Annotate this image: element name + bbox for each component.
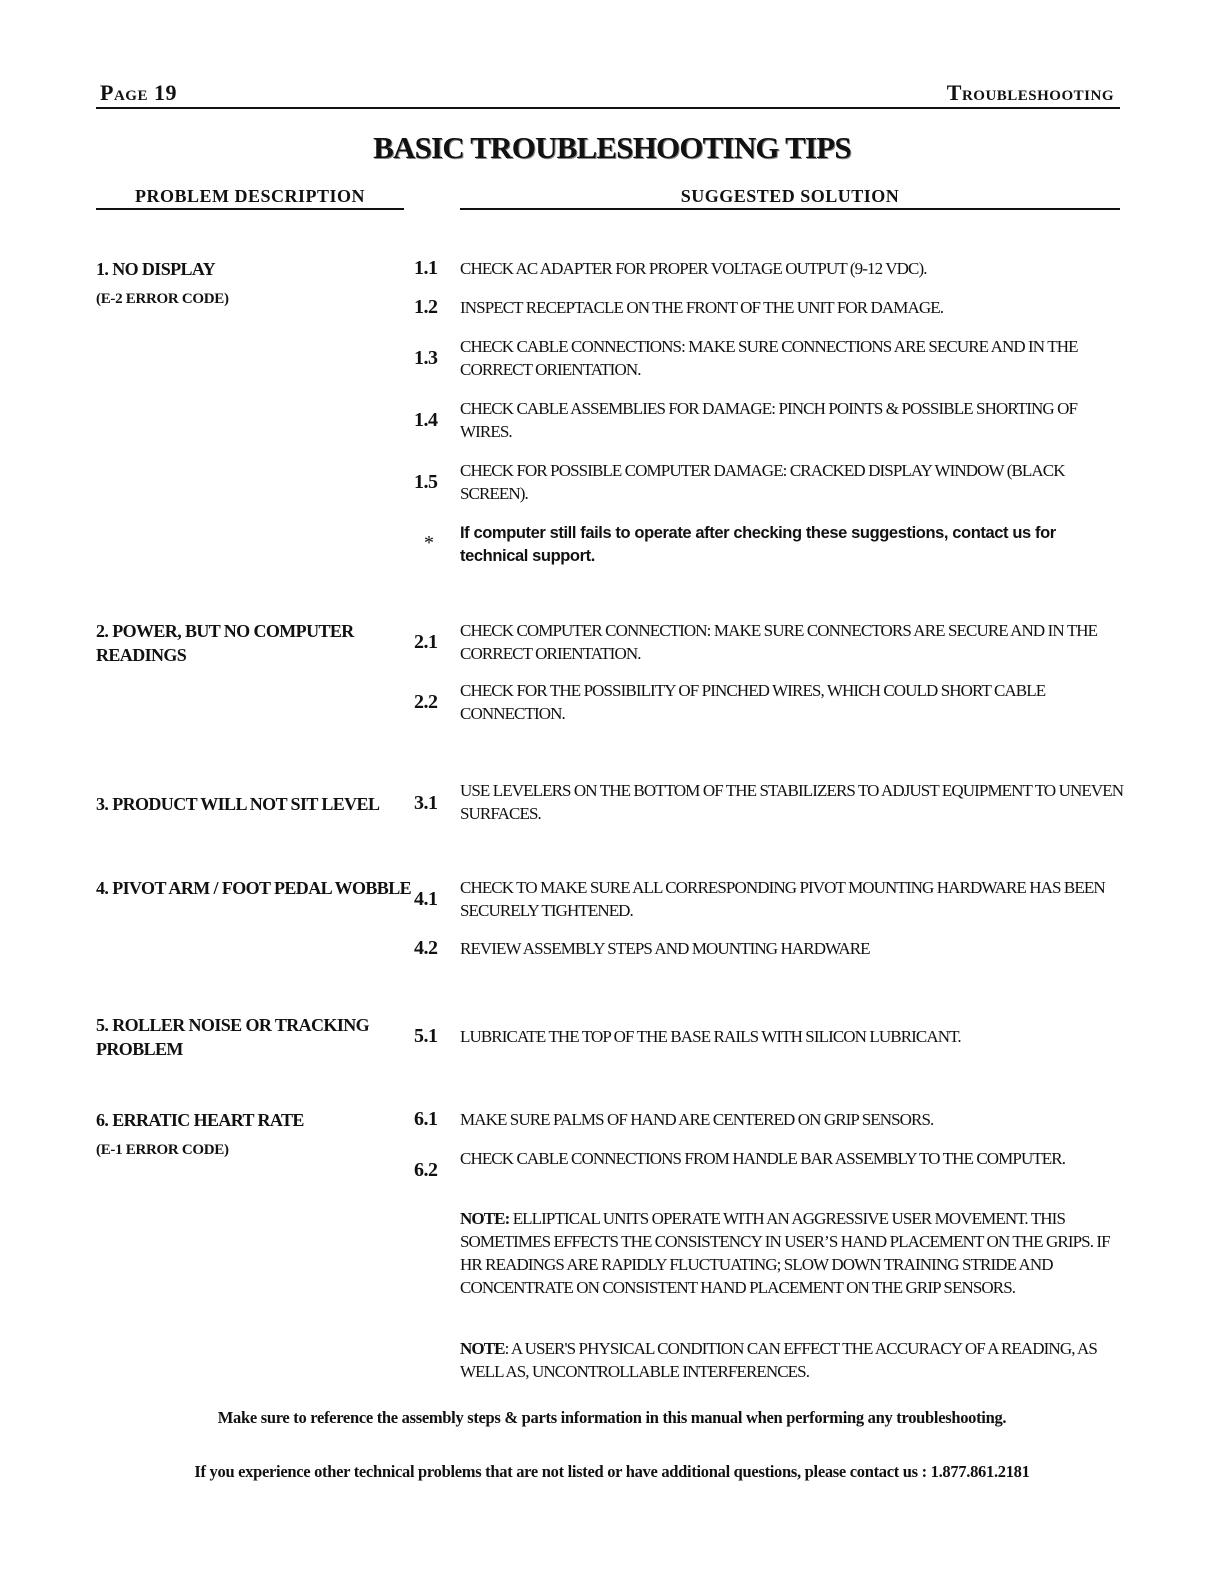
solution-number: 1.3 (414, 347, 438, 369)
page-number: Page 19 (100, 80, 177, 105)
solution-number: 6.1 (414, 1108, 438, 1130)
solution-text: CHECK CABLE ASSEMBLIES FOR DAMAGE: PINCH POINTS & POSSIBLE SHORTING OF WIRES. (460, 399, 1078, 441)
solution-number: 6.2 (414, 1159, 438, 1181)
error-code: (E-2 ERROR CODE) (96, 291, 229, 307)
solution-text: REVIEW ASSEMBLY STEPS AND MOUNTING HARDWARE (460, 939, 870, 958)
header-divider (96, 107, 1120, 109)
solution-text: INSPECT RECEPTACLE ON THE FRONT OF THE UNIT FOR DAMAGE. (460, 298, 944, 317)
solution-text: CHECK FOR THE POSSIBILITY OF PINCHED WIRES, WHICH COULD SHORT CABLE CONNECTION. (460, 681, 1046, 723)
solution-text: LUBRICATE THE TOP OF THE BASE RAILS WITH SILICON LUBRICANT. (460, 1027, 961, 1046)
solution-column-rule (460, 208, 1120, 210)
hand-placement-note (460, 1207, 1124, 1299)
problem-column-rule (96, 208, 404, 210)
solution-text: CHECK AC ADAPTER FOR PROPER VOLTAGE OUTPUT (9-12 VDC). (460, 259, 927, 278)
contact-note: If you experience other technical problems that are not listed or have additional questions, please contact us : 1.877.861.2181 (194, 1462, 1030, 1481)
asterisk-marker: * (424, 532, 434, 554)
note-label: NOTE (460, 1339, 505, 1358)
solution-number: 1.1 (414, 257, 438, 279)
page-title: BASIC TROUBLESHOOTING TIPS (373, 130, 851, 165)
solution-text: CHECK CABLE CONNECTIONS FROM HANDLE BAR ASSEMBLY TO THE COMPUTER. (460, 1149, 1066, 1168)
support-note: If computer still fails to operate after checking these suggestions, contact us for technical support. (460, 524, 1056, 565)
solution-text: USE LEVELERS ON THE BOTTOM OF THE STABILIZERS TO ADJUST EQUIPMENT TO UNEVEN SURFACES. (460, 781, 1124, 823)
solution-text: CHECK CABLE CONNECTIONS: MAKE SURE CONNECTIONS ARE SECURE AND IN THE CORRECT ORIENTATION. (460, 337, 1078, 379)
section-title: Troubleshooting (946, 80, 1114, 105)
solution-text: CHECK COMPUTER CONNECTION: MAKE SURE CONNECTORS ARE SECURE AND IN THE CORRECT ORIENTATION. (460, 621, 1098, 663)
solution-number: 1.2 (414, 296, 438, 318)
solution-text: CHECK FOR POSSIBLE COMPUTER DAMAGE: CRACKED DISPLAY WINDOW (BLACK SCREEN). (460, 461, 1065, 503)
note-label: NOTE: (460, 1209, 510, 1228)
problem-title: 2. POWER, BUT NO COMPUTER READINGS (96, 621, 354, 665)
problem-column-header: PROBLEM DESCRIPTION (134, 186, 366, 206)
solution-text: CHECK TO MAKE SURE ALL CORRESPONDING PIVOT MOUNTING HARDWARE HAS BEEN SECURELY TIGHTENED. (460, 878, 1105, 920)
solution-number: 2.1 (414, 631, 438, 653)
problem-title: 6. ERRATIC HEART RATE (96, 1110, 304, 1130)
solution-number: 2.2 (414, 691, 438, 713)
solution-column-header: SUGGESTED SOLUTION (680, 186, 900, 206)
solution-number: 5.1 (414, 1025, 438, 1047)
solution-number: 4.2 (414, 937, 438, 959)
problem-title: 3. PRODUCT WILL NOT SIT LEVEL (96, 794, 380, 814)
accuracy-note (460, 1337, 1124, 1383)
solution-number: 3.1 (414, 792, 438, 814)
solution-number: 4.1 (414, 888, 438, 910)
note-text: : A USER'S PHYSICAL CONDITION CAN EFFECT THE ACCURACY OF A READING, AS WELL AS, UNCONTROLLABLE INTERFERENCES. (460, 1339, 1097, 1381)
problem-title: 4. PIVOT ARM / FOOT PEDAL WOBBLE (96, 878, 412, 898)
solution-number: 1.5 (414, 471, 438, 493)
error-code: (E-1 ERROR CODE) (96, 1142, 229, 1158)
solution-text: MAKE SURE PALMS OF HAND ARE CENTERED ON GRIP SENSORS. (460, 1110, 934, 1129)
solution-number: 1.4 (414, 409, 438, 431)
problem-title: 5. ROLLER NOISE OR TRACKING PROBLEM (96, 1015, 370, 1059)
note-text: ELLIPTICAL UNITS OPERATE WITH AN AGGRESSIVE USER MOVEMENT. THIS SOMETIMES EFFECTS THE CONSISTENCY IN USER’S HAND PLACEMENT ON THE GRIPS. IF HR READINGS ARE RAPIDLY FLUCTUATING; SLOW DOWN TRAINING STRIDE AND CONCENTRATE ON CONSISTENT HAND PLACEMENT ON THE GRIP SENSORS. (460, 1209, 1110, 1297)
problem-title: 1. NO DISPLAY (96, 259, 216, 279)
assembly-reference-note: Make sure to reference the assembly steps & parts information in this manual when performing any troubleshooting. (217, 1408, 1007, 1427)
